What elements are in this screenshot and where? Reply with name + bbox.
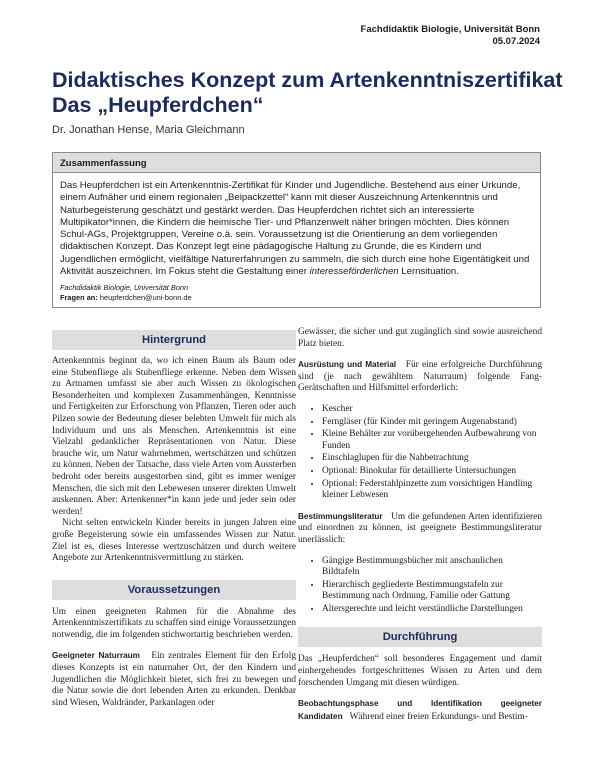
abstract-affiliation: Fachdidaktik Biologie, Universität Bonn xyxy=(60,283,189,293)
literatur-paragraph xyxy=(298,511,542,547)
abstract-footer xyxy=(53,281,540,307)
ausruestung-text: Für eine erfolgreiche Durchführung sind (je nach gewähltem Naturraum) folgende Fang-Gerätschaften und Hilfsmittel erforderlich: xyxy=(298,360,542,394)
naturraum-continued: Gewässer, die sicher und gut zugänglich sind sowie ausreichend Platz bieten. xyxy=(298,327,542,349)
column-right xyxy=(298,327,542,723)
beobachtung-label: Beobachtungsphase und Identifikation geeigneter Kandidaten xyxy=(298,699,542,721)
list-item: • Einschlaglupen für die Nahbetrachtung xyxy=(322,453,542,465)
literatur-label: Bestimmungsliteratur xyxy=(298,511,383,521)
naturraum-label: Geeigneter Naturraum xyxy=(52,651,140,661)
paper-title xyxy=(52,68,572,118)
section-heading-voraussetzungen: Voraussetzungen xyxy=(52,580,296,600)
title-line-1: Didaktisches Konzept zum Artenkenntniszertifikat xyxy=(52,68,563,92)
literatur-text: Um die gefundenen Arten identifizieren und einordnen zu können, ist geeignete Bestimmungsliteratur unerlässlich: xyxy=(298,511,542,545)
abstract-text-main: Das Heupferdchen ist ein Artenkenntnis-Zertifikat für Kinder und Jugendliche. Bestehend aus einer Urkunde, einem Aufnäher und einem regionalen „Beipackzettel“ kann mit dieser Auszeichnung Artenkenntnis und Naturbegeisterung geschätzt und gestärkt werden. Das Heupferdchen richtet sich an interessierte Multipikator*innen, die Kindern die heimische Tier- und Pflanzenwelt näher bringen möchten. Dies können Schul-AGs, Projektgruppen, Vereine o.ä. sein. Voraussetzung ist die Orientierung an dem vorliegenden didaktischen Konzept. Das Konzept legt eine pädagogische Haltung zu Grunde, die es Kindern und Jugendlichen ermöglicht, vielfältige Naturerfahrungen zu sammeln, die sich durch eine hohe Eigentätigkeit und Aktivität auszeichnen. Im Fokus steht die Gestaltung einer xyxy=(60,180,530,278)
abstract-heading: Zusammenfassung xyxy=(53,153,540,173)
list-item: • Ferngläser (für Kinder mit geringem Augenabstand) xyxy=(322,417,542,429)
naturraum-text: Ein zentrales Element für den Erfolg dieses Konzepts ist ein naturnaher Ort, der den Kindern und Jugendlichen die Möglichkeit bietet, sich frei zu bewegen und die Natur sowie die dort lebenden Arten zu erkunden. Denkbar sind Wiesen, Waldränder, Parkanlagen oder xyxy=(52,651,296,708)
ausruestung-paragraph xyxy=(298,359,542,395)
beobachtung-text: Während einer freien Erkundungs- und Bestim- xyxy=(349,711,528,722)
abstract-contact: Fragen an: heupferdchen@uni-bonn.de xyxy=(60,293,192,303)
title-line-2: Das „Heupferdchen“ xyxy=(52,93,264,117)
literatur-list xyxy=(298,556,542,616)
list-item: • Kescher xyxy=(322,404,542,416)
header-institution: Fachdidaktik Biologie, Universität Bonn xyxy=(360,24,540,35)
column-left xyxy=(52,330,296,709)
section-heading-hintergrund: Hintergrund xyxy=(52,330,296,350)
durchfuehrung-paragraph: Das „Heupferdchen“ soll besonderes Engagement und damit einhergehendes fortgeschrittenes Wissen zu Arten und dem forschenden Umgang mit diesen würdigen. xyxy=(298,654,542,688)
hintergrund-paragraph-2: Nicht selten entwickeln Kinder bereits in jungen Jahren eine große Begeisterung sowie ein umfassendes Wissen zur Natur. Ziel ist es, dieses Interesse wertzuschätzen und durch weitere Angebote zur Artenkenntnisvermittlung zu stärken. xyxy=(52,518,296,564)
list-item: • Altersgerechte und leicht verständliche Darstellungen xyxy=(322,604,542,616)
contact-label: Fragen an xyxy=(60,293,96,303)
ausruestung-label: Ausrüstung und Material xyxy=(298,360,397,370)
authors: Dr. Jonathan Hense, Maria Gleichmann xyxy=(52,124,245,136)
header-meta xyxy=(361,24,540,48)
hintergrund-paragraph-1: Artenkenntnis beginnt da, wo ich einen Baum als Baum oder eine Stubenfliege als Stubenfliege erkenne. Neben dem Wissen zu Artnamen umfasst sie aber auch Wissen zu ökologischen Besonderheiten und komplexen Zusammenhängen, Kenntnisse und Fertigkeiten zur Erforschung von Pflanzen, Tieren oder auch Pilzen sowie der Bedeutung dieser belebten Umwelt für mich als Individuum und uns als Menschen. Artenkenntnis ist eine Vielzahl gedanklicher Repräsentationen von Natur. Diese brauche wir, um Natur wahrnehmen, wertschätzen und schützen zu können. Neben der Tatsache, dass viele Arten vom Aussterben bedroht oder bereits ausgestorben sind, gibt es immer weniger Menschen, die sich mit den Lebewesen unserer direkten Umwelt auskennen. Aber: Artenkenner*in kann jede und jeder sein oder werden! xyxy=(52,356,296,517)
ausruestung-list xyxy=(298,404,542,502)
voraussetzungen-paragraph: Um einen geeigneten Rahmen für die Abnahme des Artenkenntniszertifikats zu schaffen sind einige Voraussetzungen notwendig, die im folgenden stichwortartig beschrieben werden. xyxy=(52,606,296,640)
list-item: • Optional: Federstahlpinzette zum vorsichtigen Handling kleiner Lebwesen xyxy=(322,479,542,502)
abstract-box xyxy=(52,152,541,308)
contact-email[interactable]: heupferdchen@uni-bonn.de xyxy=(99,293,192,303)
abstract-text-end: Lernsituation. xyxy=(398,266,459,278)
list-item: • Gängige Bestimmungsbücher mit anschaulichen Bildtafeln xyxy=(322,556,542,579)
list-item: • Hierarchisch gegliederte Bestimmungstafeln zur Bestimmung nach Ordnung, Familie oder Gattung xyxy=(322,580,542,603)
abstract-emphasis: interesseförderlichen xyxy=(309,266,399,278)
abstract-text xyxy=(53,173,540,281)
naturraum-paragraph xyxy=(52,650,296,709)
section-heading-durchfuehrung: Durchführung xyxy=(298,627,542,647)
header-date: 05.07.2024 xyxy=(492,36,540,47)
list-item: • Optional: Binokular für detaillierte Untersuchungen xyxy=(322,466,542,478)
list-item: • Kleine Behälter zur vorübergehenden Aufbewahrung von Funden xyxy=(322,429,542,452)
beobachtung-paragraph xyxy=(298,698,542,723)
